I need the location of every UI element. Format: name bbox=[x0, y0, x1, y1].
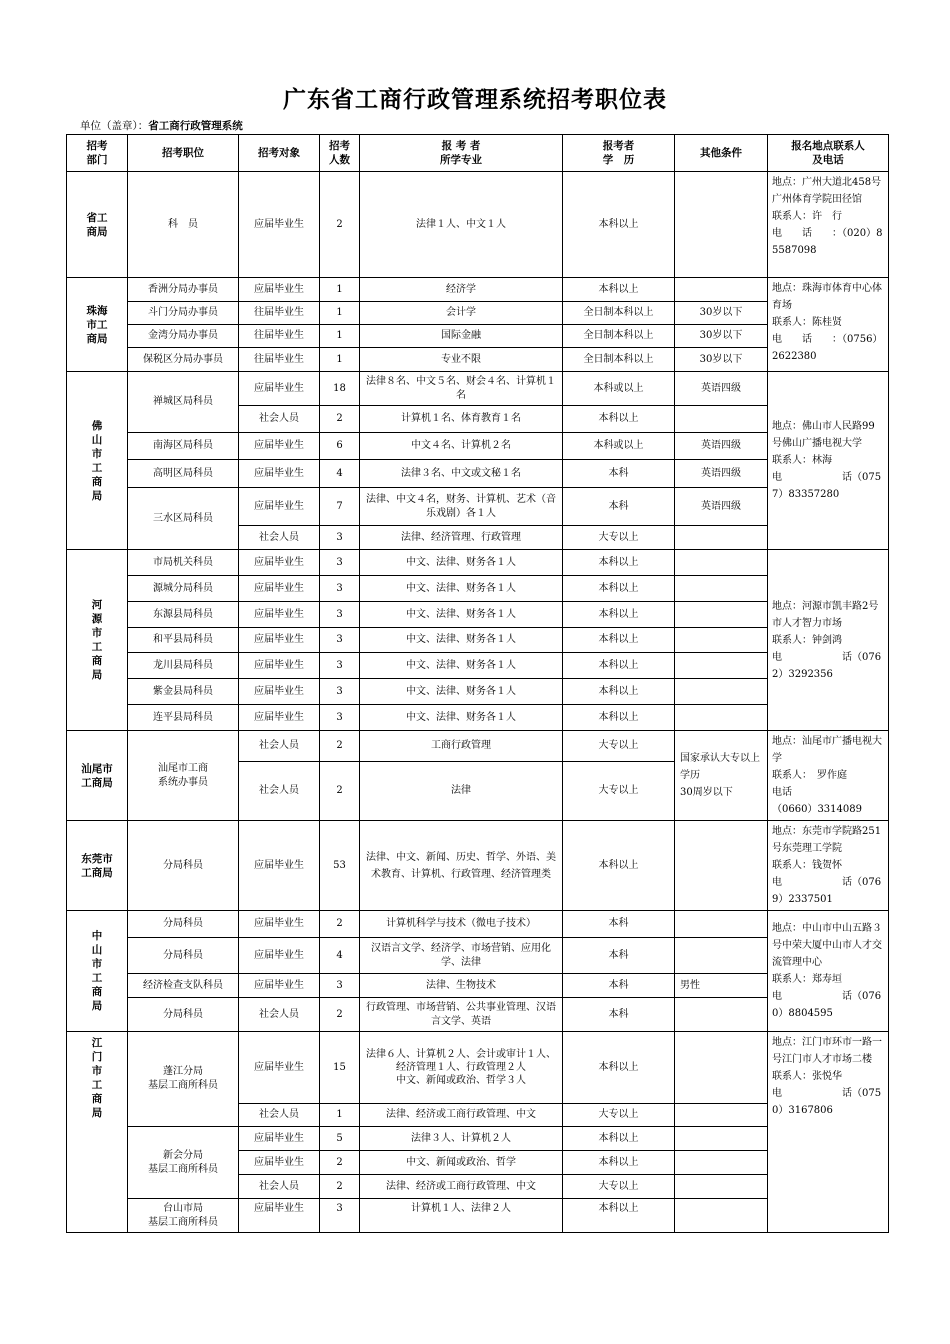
table-row bbox=[67, 974, 889, 998]
table-row bbox=[67, 550, 889, 576]
count-cell: 7 bbox=[320, 488, 360, 526]
count-cell: 1 bbox=[320, 1104, 360, 1127]
major-cell: 中文、法律、财务各１人 bbox=[360, 653, 563, 679]
target-cell: 社会人员 bbox=[239, 998, 320, 1032]
edu-cell: 大专以上 bbox=[563, 1175, 675, 1199]
contact-cell: 地点：珠海市体育中心体育场 联系人：陈桂贤 电 话 ：（0756）2622380 bbox=[768, 278, 889, 372]
dept-cell: 珠海 市工 商局 bbox=[67, 278, 128, 372]
count-cell: 3 bbox=[320, 679, 360, 705]
edu-cell: 本科以上 bbox=[563, 550, 675, 576]
count-cell: 3 bbox=[320, 974, 360, 998]
major-cell: 法律、经济管理、行政管理 bbox=[360, 526, 563, 550]
edu-cell: 本科以上 bbox=[563, 821, 675, 911]
table-row bbox=[67, 325, 889, 348]
contact-cell: 地点：东莞市学院路251号东莞理工学院 联系人：钱贺怀 电 话（0769）2337501 bbox=[768, 821, 889, 911]
table-row bbox=[67, 433, 889, 460]
edu-cell: 本科 bbox=[563, 974, 675, 998]
edu-cell: 本科以上 bbox=[563, 576, 675, 602]
other-cell bbox=[675, 406, 768, 433]
position-cell: 经济检查支队科员 bbox=[128, 974, 239, 998]
count-cell: 3 bbox=[320, 1199, 360, 1233]
major-cell: 法律１人、中文１人 bbox=[360, 172, 563, 278]
target-cell: 应届毕业生 bbox=[239, 433, 320, 460]
major-cell: 计算机１人、法律２人 bbox=[360, 1199, 563, 1233]
count-cell: 3 bbox=[320, 602, 360, 628]
position-cell: 分局科员 bbox=[128, 821, 239, 911]
edu-cell: 全日制本科以上 bbox=[563, 325, 675, 348]
table-row bbox=[67, 679, 889, 705]
header-target: 招考对象 bbox=[239, 135, 320, 172]
edu-cell: 本科以上 bbox=[563, 653, 675, 679]
count-cell: 53 bbox=[320, 821, 360, 911]
count-cell: 3 bbox=[320, 705, 360, 731]
other-cell bbox=[675, 998, 768, 1032]
table-row bbox=[67, 348, 889, 372]
position-cell: 连平县局科员 bbox=[128, 705, 239, 731]
position-cell: 分局科员 bbox=[128, 998, 239, 1032]
target-cell: 往届毕业生 bbox=[239, 302, 320, 325]
target-cell: 应届毕业生 bbox=[239, 938, 320, 974]
contact-cell: 地点：汕尾市广播电视大学 联系人： 罗作庭 电话 （0660）3314089 bbox=[768, 731, 889, 821]
edu-cell: 全日制本科以上 bbox=[563, 302, 675, 325]
target-cell: 社会人员 bbox=[239, 526, 320, 550]
other-cell bbox=[675, 550, 768, 576]
count-cell: 1 bbox=[320, 348, 360, 372]
contact-cell: 地点：中山市中山五路３号中荣大厦中山市人才交流管理中心 联系人：郑寿垣 电 话（0760）8804595 bbox=[768, 911, 889, 1032]
major-cell: 法律３名、中文或文秘１名 bbox=[360, 460, 563, 488]
header-other: 其他条件 bbox=[675, 135, 768, 172]
other-cell bbox=[675, 602, 768, 628]
other-cell bbox=[675, 705, 768, 731]
edu-cell: 本科以上 bbox=[563, 705, 675, 731]
count-cell: 3 bbox=[320, 526, 360, 550]
target-cell: 应届毕业生 bbox=[239, 653, 320, 679]
position-cell: 斗门分局办事员 bbox=[128, 302, 239, 325]
position-cell: 东源县局科员 bbox=[128, 602, 239, 628]
count-cell: 4 bbox=[320, 938, 360, 974]
edu-cell: 本科或以上 bbox=[563, 372, 675, 406]
table-row bbox=[67, 1032, 889, 1104]
position-cell: 新会分局 基层工商所科员 bbox=[128, 1127, 239, 1199]
edu-cell: 本科以上 bbox=[563, 628, 675, 653]
position-cell: 三水区局科员 bbox=[128, 488, 239, 550]
edu-cell: 大专以上 bbox=[563, 1104, 675, 1127]
target-cell: 应届毕业生 bbox=[239, 1032, 320, 1104]
count-cell: 18 bbox=[320, 372, 360, 406]
recruitment-table bbox=[66, 134, 889, 1233]
position-cell: 分局科员 bbox=[128, 938, 239, 974]
position-cell: 高明区局科员 bbox=[128, 460, 239, 488]
header-row bbox=[67, 135, 889, 172]
target-cell: 应届毕业生 bbox=[239, 1199, 320, 1233]
other-cell: 男性 bbox=[675, 974, 768, 998]
edu-cell: 本科以上 bbox=[563, 1151, 675, 1175]
major-cell: 法律６人、计算机２人、会计或审计１人、 经济管理１人、行政管理２人 中文、新闻或政治、哲学３人 bbox=[360, 1032, 563, 1104]
other-cell bbox=[675, 653, 768, 679]
count-cell: 1 bbox=[320, 325, 360, 348]
table-row bbox=[67, 998, 889, 1032]
major-cell: 中文、法律、财务各１人 bbox=[360, 550, 563, 576]
other-cell: 国家承认大专以上学历 30周岁以下 bbox=[675, 731, 768, 821]
other-cell: 30岁以下 bbox=[675, 348, 768, 372]
target-cell: 应届毕业生 bbox=[239, 821, 320, 911]
other-cell bbox=[675, 679, 768, 705]
other-cell bbox=[675, 1032, 768, 1104]
major-cell: 法律３人、计算机２人 bbox=[360, 1127, 563, 1151]
major-cell: 会计学 bbox=[360, 302, 563, 325]
count-cell: 2 bbox=[320, 762, 360, 821]
major-cell: 中文、法律、财务各１人 bbox=[360, 602, 563, 628]
header-edu: 报考者 学 历 bbox=[563, 135, 675, 172]
major-cell: 中文、法律、财务各１人 bbox=[360, 705, 563, 731]
edu-cell: 本科以上 bbox=[563, 172, 675, 278]
count-cell: 1 bbox=[320, 278, 360, 302]
position-cell: 台山市局 基层工商所科员 bbox=[128, 1199, 239, 1233]
contact-cell: 地点：河源市凯丰路2号市人才智力市场 联系人：钟剑鸿 电 话（0762）3292356 bbox=[768, 550, 889, 731]
other-cell bbox=[675, 911, 768, 938]
other-cell: 英语四级 bbox=[675, 488, 768, 526]
other-cell: 英语四级 bbox=[675, 460, 768, 488]
contact-cell: 地点：佛山市人民路99号佛山广播电视大学 联系人：林海 电 话（0757）83357280 bbox=[768, 372, 889, 550]
table-row bbox=[67, 488, 889, 526]
edu-cell: 本科 bbox=[563, 460, 675, 488]
contact-cell: 地点：广州大道北458号广州体育学院田径馆 联系人：许 行 电 话 ：（020）85587098 bbox=[768, 172, 889, 278]
target-cell: 往届毕业生 bbox=[239, 348, 320, 372]
major-cell: 国际金融 bbox=[360, 325, 563, 348]
target-cell: 应届毕业生 bbox=[239, 1151, 320, 1175]
major-cell: 计算机１名、体育教育１名 bbox=[360, 406, 563, 433]
other-cell bbox=[675, 576, 768, 602]
table-row bbox=[67, 1127, 889, 1151]
dept-cell: 省工 商局 bbox=[67, 172, 128, 278]
edu-cell: 本科以上 bbox=[563, 278, 675, 302]
edu-cell: 大专以上 bbox=[563, 526, 675, 550]
target-cell: 社会人员 bbox=[239, 1104, 320, 1127]
major-cell: 行政管理、市场营销、公共事业管理、汉语言文学、英语 bbox=[360, 998, 563, 1032]
other-cell bbox=[675, 938, 768, 974]
dept-cell: 江 门 市 工 商 局 bbox=[67, 1032, 128, 1233]
major-cell: 法律 bbox=[360, 762, 563, 821]
table-row bbox=[67, 911, 889, 938]
count-cell: 2 bbox=[320, 1151, 360, 1175]
table-row bbox=[67, 602, 889, 628]
edu-cell: 大专以上 bbox=[563, 762, 675, 821]
edu-cell: 本科或以上 bbox=[563, 433, 675, 460]
target-cell: 社会人员 bbox=[239, 762, 320, 821]
major-cell: 法律８名、中文５名、财会４名、计算机１名 bbox=[360, 372, 563, 406]
edu-cell: 本科以上 bbox=[563, 406, 675, 433]
other-cell bbox=[675, 1104, 768, 1127]
dept-cell: 佛 山 市 工 商 局 bbox=[67, 372, 128, 550]
other-cell bbox=[675, 172, 768, 278]
table-row bbox=[67, 278, 889, 302]
count-cell: 3 bbox=[320, 653, 360, 679]
major-cell: 中文４名、计算机２名 bbox=[360, 433, 563, 460]
target-cell: 应届毕业生 bbox=[239, 372, 320, 406]
major-cell: 中文、新闻或政治、哲学 bbox=[360, 1151, 563, 1175]
target-cell: 应届毕业生 bbox=[239, 705, 320, 731]
table-row bbox=[67, 372, 889, 406]
other-cell: 英语四级 bbox=[675, 433, 768, 460]
major-cell: 法律、经济或工商行政管理、中文 bbox=[360, 1104, 563, 1127]
target-cell: 应届毕业生 bbox=[239, 1127, 320, 1151]
position-cell: 源城分局科员 bbox=[128, 576, 239, 602]
major-cell: 专业不限 bbox=[360, 348, 563, 372]
position-cell: 市局机关科员 bbox=[128, 550, 239, 576]
table-row bbox=[67, 653, 889, 679]
position-cell: 南海区局科员 bbox=[128, 433, 239, 460]
unit-line bbox=[80, 119, 243, 133]
header-count: 招考 人数 bbox=[320, 135, 360, 172]
table-row bbox=[67, 731, 889, 762]
position-cell: 科 员 bbox=[128, 172, 239, 278]
count-cell: 3 bbox=[320, 576, 360, 602]
position-cell: 汕尾市工商 系统办事员 bbox=[128, 731, 239, 821]
edu-cell: 本科 bbox=[563, 938, 675, 974]
major-cell: 中文、法律、财务各１人 bbox=[360, 628, 563, 653]
position-cell: 龙川县局科员 bbox=[128, 653, 239, 679]
major-cell: 工商行政管理 bbox=[360, 731, 563, 762]
position-cell: 禅城区局科员 bbox=[128, 372, 239, 433]
target-cell: 应届毕业生 bbox=[239, 576, 320, 602]
contact-cell: 地点：江门市环市一路一号江门市人才市场二楼 联系人：张悦华 电 话（0750）3167806 bbox=[768, 1032, 889, 1233]
position-cell: 分局科员 bbox=[128, 911, 239, 938]
other-cell bbox=[675, 1175, 768, 1199]
major-cell: 法律、经济或工商行政管理、中文 bbox=[360, 1175, 563, 1199]
count-cell: 5 bbox=[320, 1127, 360, 1151]
other-cell bbox=[675, 1127, 768, 1151]
other-cell bbox=[675, 526, 768, 550]
major-cell: 经济学 bbox=[360, 278, 563, 302]
table-row bbox=[67, 821, 889, 911]
major-cell: 计算机科学与技术（微电子技术） bbox=[360, 911, 563, 938]
table-row bbox=[67, 628, 889, 653]
target-cell: 应届毕业生 bbox=[239, 911, 320, 938]
position-cell: 金湾分局办事员 bbox=[128, 325, 239, 348]
unit-label: 单位（盖章）： bbox=[80, 120, 149, 132]
target-cell: 社会人员 bbox=[239, 406, 320, 433]
major-cell: 中文、法律、财务各１人 bbox=[360, 576, 563, 602]
count-cell: 1 bbox=[320, 302, 360, 325]
table-row bbox=[67, 705, 889, 731]
dept-cell: 汕尾市 工商局 bbox=[67, 731, 128, 821]
edu-cell: 本科 bbox=[563, 488, 675, 526]
target-cell: 应届毕业生 bbox=[239, 602, 320, 628]
target-cell: 应届毕业生 bbox=[239, 460, 320, 488]
dept-cell: 河 源 市 工 商 局 bbox=[67, 550, 128, 731]
target-cell: 应届毕业生 bbox=[239, 679, 320, 705]
target-cell: 应届毕业生 bbox=[239, 172, 320, 278]
count-cell: 15 bbox=[320, 1032, 360, 1104]
position-cell: 蓬江分局 基层工商所科员 bbox=[128, 1032, 239, 1127]
major-cell: 汉语言文学、经济学、市场营销、应用化学、法律 bbox=[360, 938, 563, 974]
count-cell: 2 bbox=[320, 911, 360, 938]
count-cell: 2 bbox=[320, 1175, 360, 1199]
edu-cell: 本科以上 bbox=[563, 1127, 675, 1151]
target-cell: 应届毕业生 bbox=[239, 278, 320, 302]
other-cell: 30岁以下 bbox=[675, 325, 768, 348]
table-row bbox=[67, 938, 889, 974]
position-cell: 和平县局科员 bbox=[128, 628, 239, 653]
position-cell: 保税区分局办事员 bbox=[128, 348, 239, 372]
page-title: 广东省工商行政管理系统招考职位表 bbox=[283, 87, 667, 113]
target-cell: 应届毕业生 bbox=[239, 488, 320, 526]
major-cell: 法律、生物技术 bbox=[360, 974, 563, 998]
edu-cell: 本科以上 bbox=[563, 1032, 675, 1104]
major-cell: 法律、中文４名，财务、计算机、艺术（音乐戏剧）各１人 bbox=[360, 488, 563, 526]
dept-cell: 东莞市 工商局 bbox=[67, 821, 128, 911]
count-cell: 4 bbox=[320, 460, 360, 488]
count-cell: 2 bbox=[320, 731, 360, 762]
other-cell bbox=[675, 1199, 768, 1233]
count-cell: 6 bbox=[320, 433, 360, 460]
target-cell: 应届毕业生 bbox=[239, 628, 320, 653]
position-cell: 香洲分局办事员 bbox=[128, 278, 239, 302]
edu-cell: 本科以上 bbox=[563, 602, 675, 628]
count-cell: 2 bbox=[320, 406, 360, 433]
unit-name: 省工商行政管理系统 bbox=[148, 120, 243, 132]
dept-cell: 中 山 市 工 商 局 bbox=[67, 911, 128, 1032]
other-cell: 30岁以下 bbox=[675, 302, 768, 325]
header-position: 招考职位 bbox=[128, 135, 239, 172]
position-cell: 紫金县局科员 bbox=[128, 679, 239, 705]
edu-cell: 本科 bbox=[563, 911, 675, 938]
edu-cell: 全日制本科以上 bbox=[563, 348, 675, 372]
header-dept: 招考 部门 bbox=[67, 135, 128, 172]
table-row bbox=[67, 172, 889, 278]
major-cell: 中文、法律、财务各１人 bbox=[360, 679, 563, 705]
count-cell: 3 bbox=[320, 628, 360, 653]
count-cell: 2 bbox=[320, 998, 360, 1032]
target-cell: 社会人员 bbox=[239, 731, 320, 762]
table-row bbox=[67, 302, 889, 325]
header-major: 报 考 者 所学专业 bbox=[360, 135, 563, 172]
edu-cell: 本科以上 bbox=[563, 1199, 675, 1233]
edu-cell: 本科以上 bbox=[563, 679, 675, 705]
count-cell: 2 bbox=[320, 172, 360, 278]
edu-cell: 本科 bbox=[563, 998, 675, 1032]
target-cell: 应届毕业生 bbox=[239, 550, 320, 576]
target-cell: 社会人员 bbox=[239, 1175, 320, 1199]
other-cell bbox=[675, 821, 768, 911]
other-cell bbox=[675, 278, 768, 302]
table-row bbox=[67, 1199, 889, 1233]
other-cell: 英语四级 bbox=[675, 372, 768, 406]
target-cell: 应届毕业生 bbox=[239, 974, 320, 998]
table-row bbox=[67, 576, 889, 602]
edu-cell: 大专以上 bbox=[563, 731, 675, 762]
count-cell: 3 bbox=[320, 550, 360, 576]
header-contact: 报名地点联系人 及电话 bbox=[768, 135, 889, 172]
major-cell: 法律、中文、新闻、历史、哲学、外语、美术教育、计算机、行政管理、经济管理类 bbox=[360, 821, 563, 911]
table-row bbox=[67, 460, 889, 488]
target-cell: 往届毕业生 bbox=[239, 325, 320, 348]
other-cell bbox=[675, 1151, 768, 1175]
other-cell bbox=[675, 628, 768, 653]
